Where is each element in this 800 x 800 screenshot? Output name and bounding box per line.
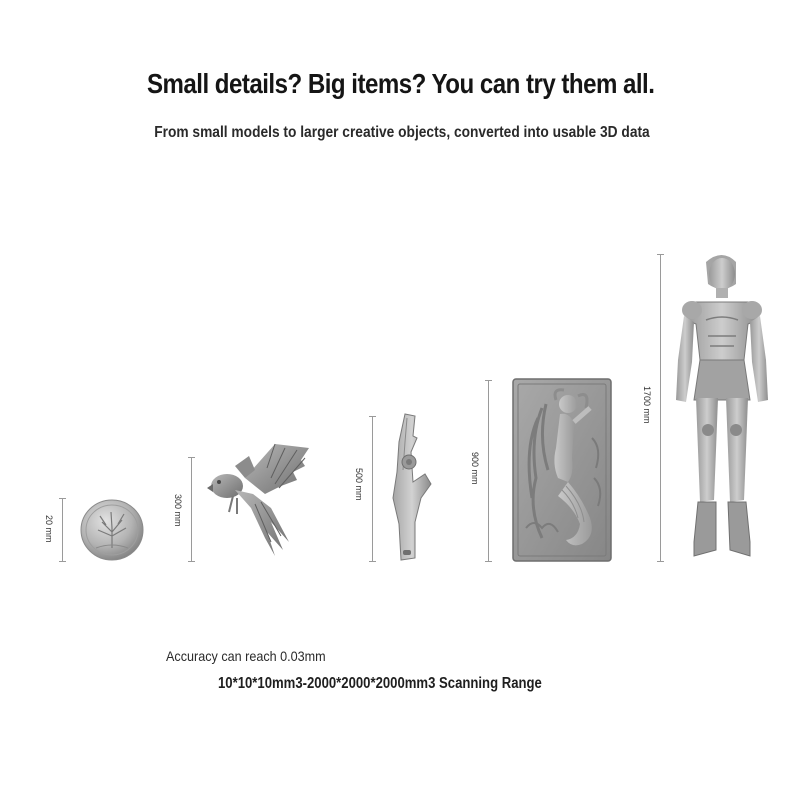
page-title: Small details? Big items? You can try them all. [146, 68, 655, 99]
dimension-label-knife: 500 mm [354, 468, 364, 501]
dimension-label-parrot: 300 mm [173, 494, 183, 527]
page-subtitle: From small models to larger creative objects, converted into usable 3D data [154, 124, 650, 141]
dimension-label-relief: 900 mm [470, 452, 480, 485]
dimension-line-figure [660, 254, 667, 562]
knife-model [385, 412, 435, 564]
dimension-line-coin [62, 498, 69, 562]
parrot-model [205, 438, 311, 562]
scanning-range-note: 10*10*10mm3-2000*2000*2000mm3 Scanning Range [218, 675, 542, 692]
dimension-line-parrot [191, 457, 198, 562]
dimension-label-figure: 1700 mm [642, 386, 652, 424]
accuracy-note: Accuracy can reach 0.03mm [166, 648, 326, 664]
mermaid-relief-model [512, 378, 612, 562]
dimension-line-relief [488, 380, 495, 562]
dimension-label-coin: 20 mm [44, 515, 54, 543]
dimension-line-knife [372, 416, 379, 562]
female-figure-model [670, 250, 774, 562]
coin-model [78, 498, 146, 562]
